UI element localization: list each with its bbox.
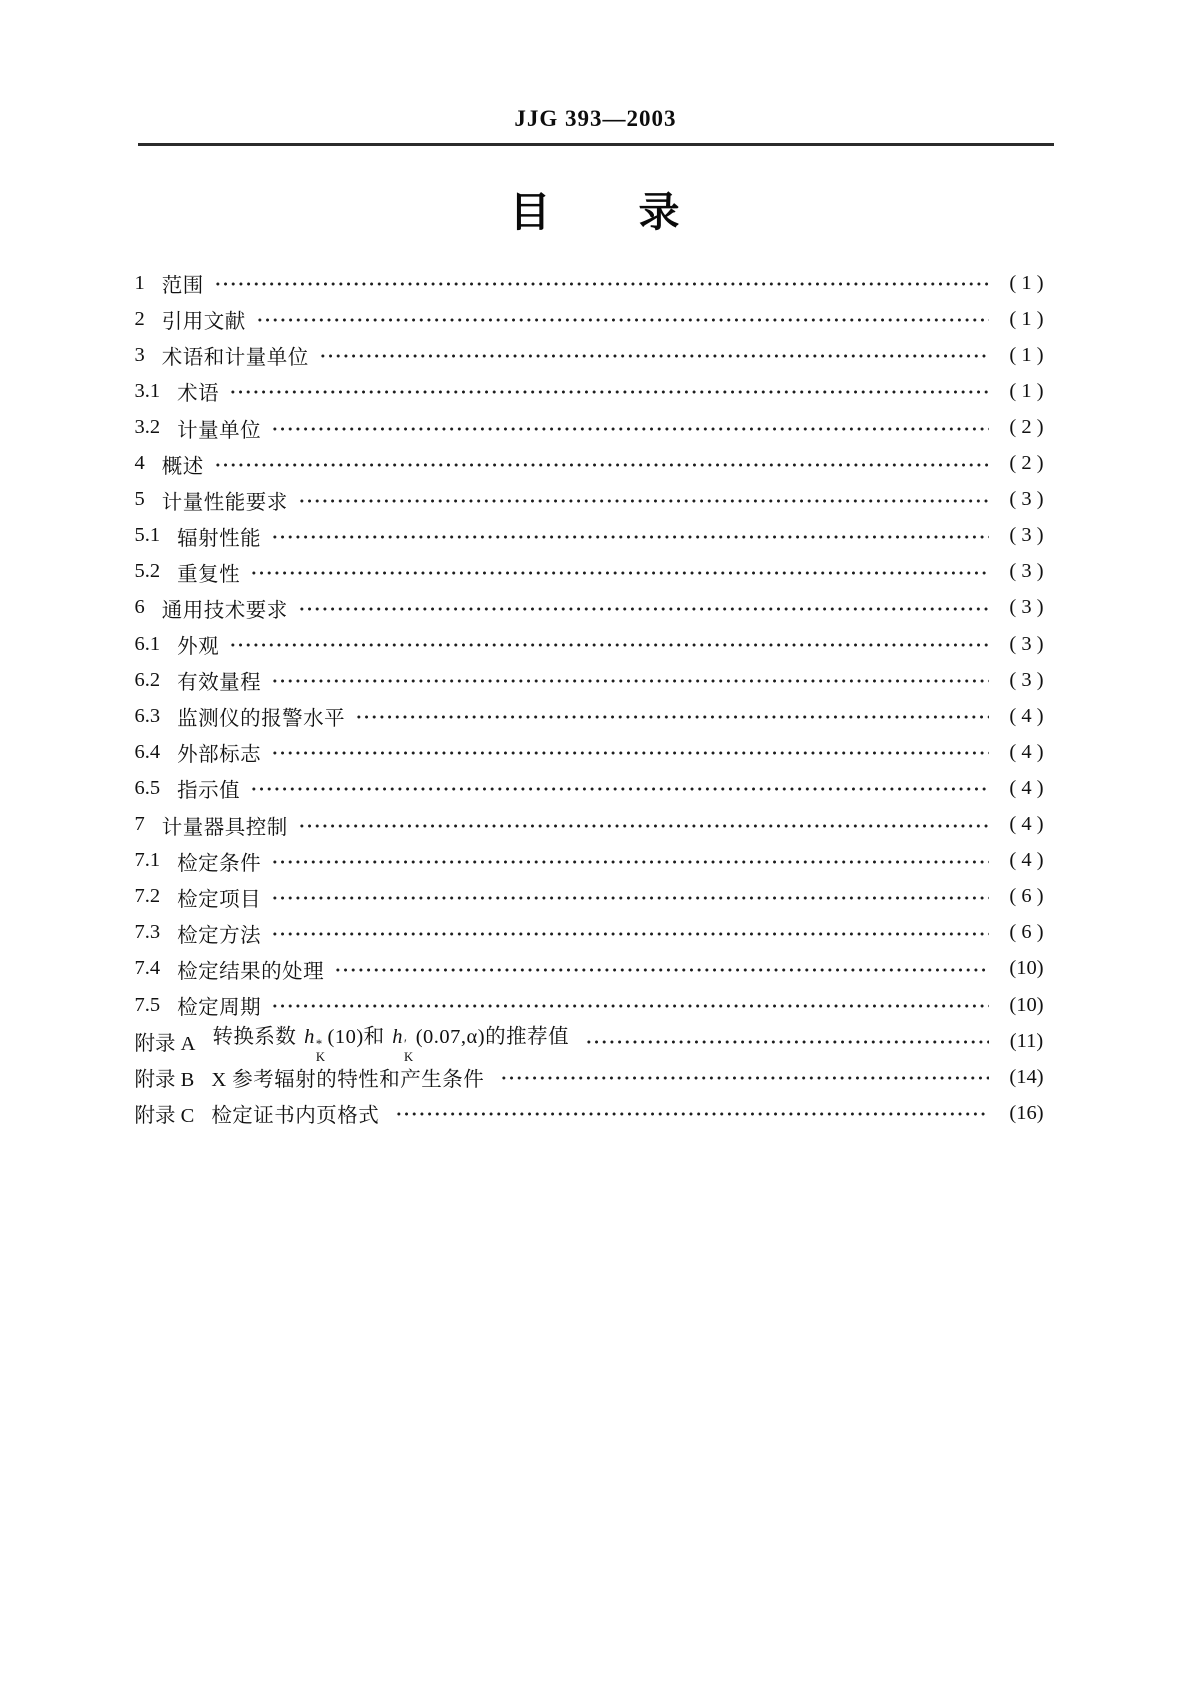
dot-leader <box>250 568 988 578</box>
toc-item-number: 6 <box>134 596 145 619</box>
toc-item-number: 4 <box>134 452 145 475</box>
toc-item-number: 5.1 <box>134 524 161 547</box>
toc-row <box>135 626 1057 662</box>
dot-leader <box>355 712 988 722</box>
toc-item-title: 检定证书内页格式 <box>211 1105 385 1128</box>
toc-row <box>135 698 1057 734</box>
dot-leader <box>585 1037 989 1047</box>
dot-leader <box>214 279 989 289</box>
toc-row <box>135 482 1057 518</box>
toc-item-title: 概述 <box>161 455 204 478</box>
dot-leader <box>298 604 989 614</box>
toc-row <box>135 1095 1057 1131</box>
dot-leader <box>334 965 988 975</box>
toc-title-text: 转换系数 <box>212 1025 303 1048</box>
toc-item-number: 7.1 <box>134 849 161 872</box>
toc-item-number: 7.2 <box>134 885 161 908</box>
toc-item-title: 外部标志 <box>177 744 262 767</box>
toc-item-number: 3.1 <box>134 379 161 402</box>
toc-page-number: ( 3 ) <box>1009 560 1044 583</box>
toc-page-number: (10) <box>1009 993 1044 1016</box>
toc-row <box>135 1059 1057 1095</box>
toc-page-number: ( 3 ) <box>1009 524 1044 547</box>
math-supsub <box>404 1038 414 1063</box>
toc-item-number: 附录 B <box>134 1069 195 1092</box>
math-subscript: K <box>404 1049 414 1064</box>
dot-leader <box>271 424 988 434</box>
toc-item-number: 7.3 <box>134 921 161 944</box>
dot-leader <box>271 857 988 867</box>
toc-row <box>135 734 1057 770</box>
toc-item-number: 1 <box>134 271 145 294</box>
toc-item-number: 6.2 <box>134 668 161 691</box>
toc-item-number: 7 <box>134 813 145 836</box>
toc-page-number: ( 1 ) <box>1009 307 1044 330</box>
dot-leader <box>250 784 988 794</box>
dot-leader <box>500 1073 989 1083</box>
toc-page-number: (14) <box>1009 1065 1044 1088</box>
toc-row <box>135 879 1057 915</box>
toc-item-title: 检定周期 <box>177 997 262 1020</box>
toc-row <box>135 807 1057 843</box>
toc-row <box>135 590 1057 626</box>
page-title: 目 录 <box>509 189 682 235</box>
toc-page-number: ( 2 ) <box>1009 452 1044 475</box>
toc-item-title: 计量单位 <box>177 419 262 442</box>
toc-page-number: ( 4 ) <box>1009 704 1044 727</box>
math-subscript: K <box>315 1049 326 1064</box>
dot-leader <box>298 821 989 831</box>
toc-page-number: ( 1 ) <box>1009 379 1044 402</box>
toc-item-title: 检定条件 <box>177 852 262 875</box>
toc-page-number: ( 3 ) <box>1009 596 1044 619</box>
dot-leader <box>271 1001 988 1011</box>
toc-item-number: 附录 A <box>134 1033 196 1056</box>
toc-item-title: 术语 <box>177 383 220 406</box>
toc-row <box>135 337 1057 373</box>
toc-row <box>134 1023 1057 1064</box>
dot-leader <box>229 640 988 650</box>
dot-leader <box>298 496 989 506</box>
toc-title-text: (0.07,α)的推荐值 <box>415 1025 575 1048</box>
toc-row <box>135 915 1057 951</box>
toc-item-title <box>212 1019 574 1064</box>
toc-page-number: ( 4 ) <box>1009 813 1044 836</box>
toc-item-title: 计量器具控制 <box>161 816 288 839</box>
toc-item-title: 辐射性能 <box>177 527 262 550</box>
toc-row <box>135 951 1057 987</box>
toc-page-number: ( 6 ) <box>1009 885 1044 908</box>
toc-page-number: ( 3 ) <box>1009 488 1044 511</box>
toc-row <box>135 301 1057 337</box>
toc-item-title: 范围 <box>161 275 204 298</box>
toc-item-title: 有效量程 <box>177 672 262 695</box>
toc-page-number: ( 1 ) <box>1009 271 1044 294</box>
toc-item-title: 术语和计量单位 <box>161 347 309 370</box>
toc-item-title: 重复性 <box>177 563 241 586</box>
toc-page-number: ( 4 ) <box>1009 740 1044 763</box>
toc-row <box>135 518 1057 554</box>
toc-item-number: 5 <box>134 488 145 511</box>
toc-item-title: 监测仪的报警水平 <box>177 708 346 731</box>
toc-title-text: (10)和 <box>327 1025 391 1048</box>
toc-item-title: 检定项目 <box>177 888 262 911</box>
dot-leader <box>271 748 988 758</box>
toc-page-number: ( 6 ) <box>1009 921 1044 944</box>
toc-row <box>135 770 1057 806</box>
header-rule <box>138 143 1054 146</box>
math-supsub <box>316 1038 326 1063</box>
table-of-contents <box>135 265 1057 1131</box>
toc-item-number: 6.3 <box>134 704 161 727</box>
toc-item-number: 3 <box>134 343 145 366</box>
dot-leader <box>229 387 988 397</box>
toc-item-number: 5.2 <box>134 560 161 583</box>
toc-row <box>135 554 1057 590</box>
dot-leader <box>271 532 988 542</box>
toc-item-title: X 参考辐射的特性和产生条件 <box>211 1069 490 1092</box>
dot-leader <box>395 1109 989 1119</box>
toc-row <box>135 373 1057 409</box>
toc-item-number: 7.4 <box>134 957 161 980</box>
toc-page-number: (11) <box>1009 1029 1044 1052</box>
toc-row <box>135 446 1057 482</box>
toc-page-number: (16) <box>1009 1101 1044 1124</box>
toc-item-number: 2 <box>134 307 145 330</box>
toc-item-title: 外观 <box>177 636 220 659</box>
toc-page-number: ( 3 ) <box>1009 668 1044 691</box>
toc-row <box>135 265 1057 301</box>
toc-item-number: 6.4 <box>134 740 161 763</box>
math-variable: h <box>392 1025 404 1048</box>
math-superscript: ′ <box>404 1037 408 1052</box>
math-superscript: * <box>315 1037 323 1052</box>
toc-item-number: 3.2 <box>134 416 161 439</box>
toc-row <box>135 843 1057 879</box>
dot-leader <box>271 929 988 939</box>
toc-item-title: 通用技术要求 <box>161 599 288 622</box>
math-variable: h <box>304 1025 315 1048</box>
document-number-header: JJG 393—2003 <box>514 106 677 131</box>
dot-leader <box>256 315 989 325</box>
toc-page-number: (10) <box>1009 957 1044 980</box>
dot-leader <box>271 676 988 686</box>
toc-item-number: 7.5 <box>134 993 161 1016</box>
dot-leader <box>319 351 989 361</box>
toc-row <box>135 662 1057 698</box>
toc-item-number: 附录 C <box>134 1105 195 1128</box>
toc-item-number: 6.5 <box>134 776 161 799</box>
toc-row <box>135 409 1057 445</box>
toc-item-title: 计量性能要求 <box>161 491 288 514</box>
toc-item-title: 检定方法 <box>177 924 262 947</box>
toc-item-title: 检定结果的处理 <box>177 960 325 983</box>
toc-item-number: 6.1 <box>134 632 161 655</box>
toc-page-number: ( 4 ) <box>1009 776 1044 799</box>
toc-page-number: ( 2 ) <box>1009 416 1044 439</box>
dot-leader <box>214 460 989 470</box>
toc-item-title: 引用文献 <box>161 311 246 334</box>
dot-leader <box>271 893 988 903</box>
toc-page-number: ( 1 ) <box>1009 343 1044 366</box>
toc-item-title: 指示值 <box>177 780 241 803</box>
toc-page-number: ( 3 ) <box>1009 632 1044 655</box>
toc-page-number: ( 4 ) <box>1009 849 1044 872</box>
